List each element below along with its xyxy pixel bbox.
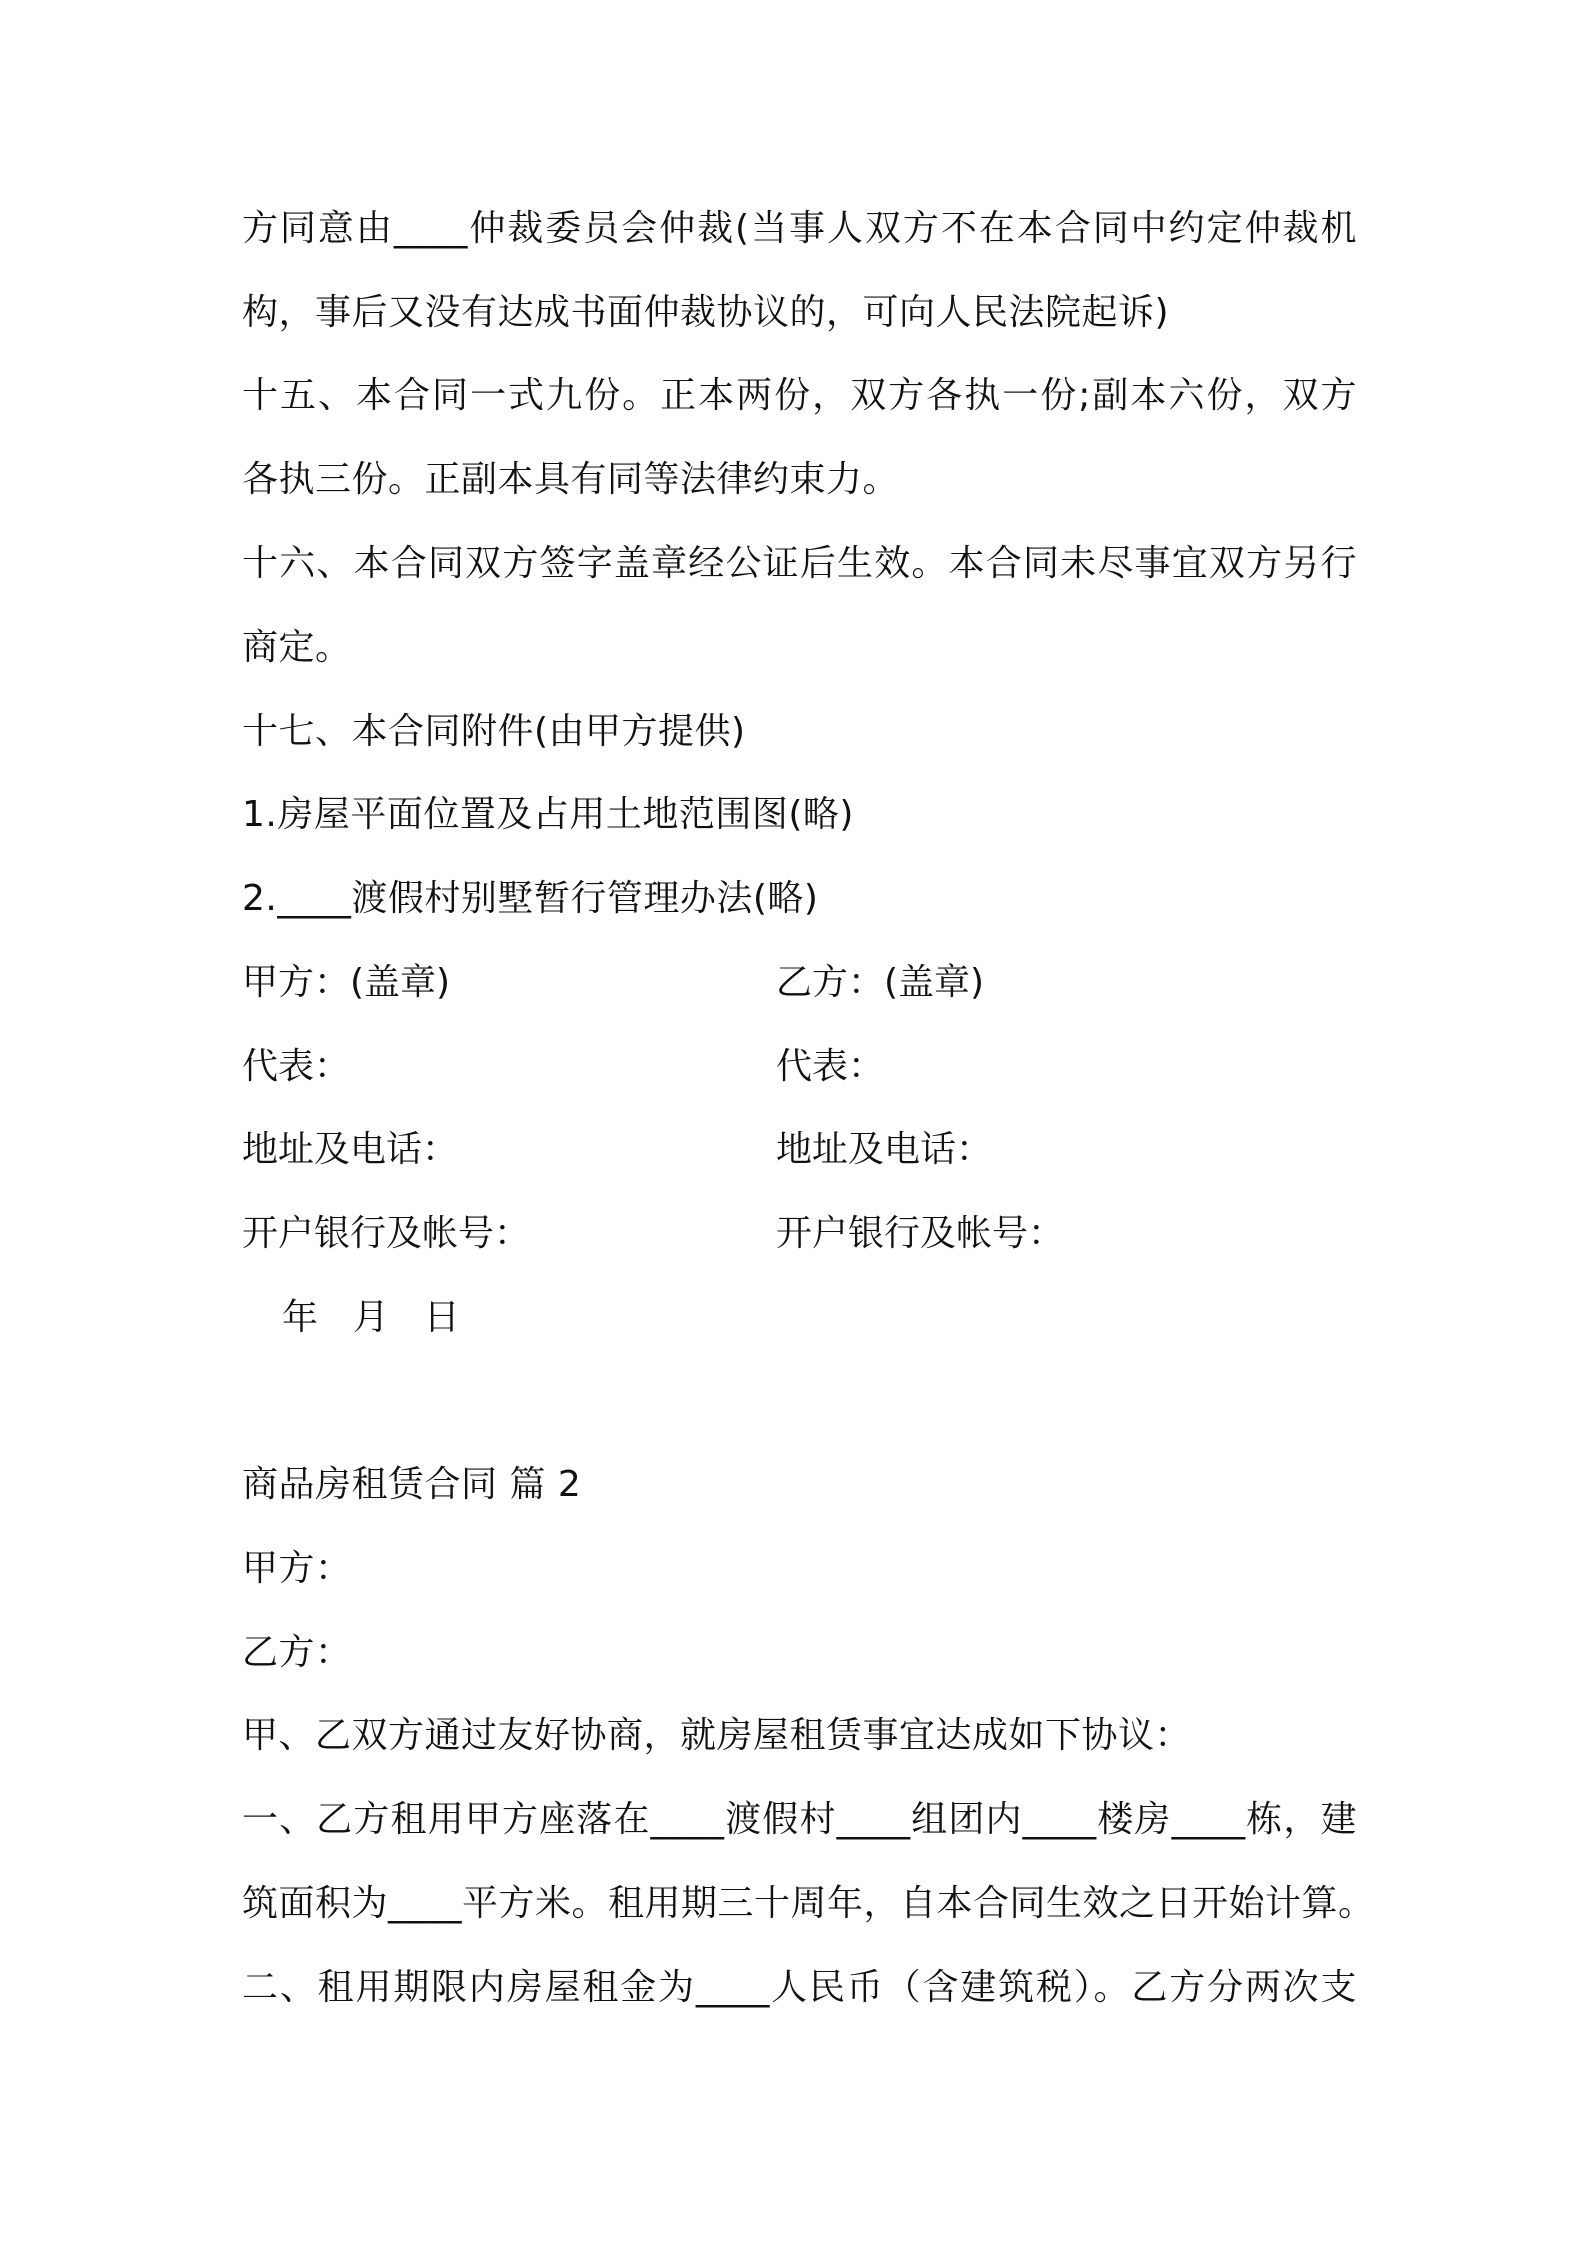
- paragraph-arbitration-line-2: 构，事后又没有达成书面仲裁协议的，可向人民法院起诉): [242, 292, 1170, 333]
- signature-date: 年 月 日: [282, 1297, 460, 1338]
- clause-17-heading: 十七、本合同附件(由甲方提供): [242, 711, 746, 752]
- signature-row-seal: [242, 959, 1357, 1007]
- clause-15-line-1: 十五、本合同一式九份。正本两份，双方各执一份;副本六份，双方: [242, 375, 1357, 416]
- party-b-bank-label: 开户银行及帐号：: [776, 1213, 1065, 1254]
- contract-2-clause-2-line-1: 二、租用期限内房屋租金为____人民币（含建筑税）。乙方分两次支: [242, 1967, 1357, 2008]
- contract-2-party-a: 甲方：: [242, 1548, 352, 1589]
- party-b-representative-label: 代表：: [776, 1046, 885, 1087]
- party-a-address-label: 地址及电话：: [242, 1129, 459, 1170]
- party-a-bank-label: 开户银行及帐号：: [242, 1213, 531, 1254]
- clause-16-line-1: 十六、本合同双方签字盖章经公证后生效。本合同未尽事宜双方另行: [242, 543, 1357, 584]
- contract-2-clause-1-line-1: 一、乙方租用甲方座落在____渡假村____组团内____楼房____栋，建: [242, 1799, 1357, 1840]
- signature-row-representative: [242, 1043, 1357, 1091]
- signature-row-bank: [242, 1210, 1357, 1258]
- attachment-1: 1.房屋平面位置及占用土地范围图(略): [242, 794, 854, 835]
- party-a-representative-label: 代表：: [242, 1046, 351, 1087]
- party-b-address-label: 地址及电话：: [776, 1129, 993, 1170]
- contract-2-party-b: 乙方：: [242, 1632, 352, 1673]
- clause-16-line-2: 商定。: [242, 627, 352, 668]
- attachment-2: 2.____渡假村别墅暂行管理办法(略): [242, 878, 819, 919]
- party-a-seal-label: 甲方：(盖章): [242, 962, 451, 1003]
- signature-row-address: [242, 1126, 1357, 1174]
- contract-2-clause-1-line-2: 筑面积为____平方米。租用期三十周年，自本合同生效之日开始计算。: [242, 1883, 1375, 1924]
- paragraph-arbitration-line-1: 方同意由____仲裁委员会仲裁(当事人双方不在本合同中约定仲裁机: [242, 208, 1357, 249]
- contract-2-intro: 甲、乙双方通过友好协商，就房屋租赁事宜达成如下协议：: [242, 1715, 1192, 1756]
- party-b-seal-label: 乙方：(盖章): [776, 962, 985, 1003]
- clause-15-line-2: 各执三份。正副本具有同等法律约束力。: [242, 459, 900, 500]
- contract-2-title: 商品房租赁合同 篇 2: [242, 1464, 582, 1505]
